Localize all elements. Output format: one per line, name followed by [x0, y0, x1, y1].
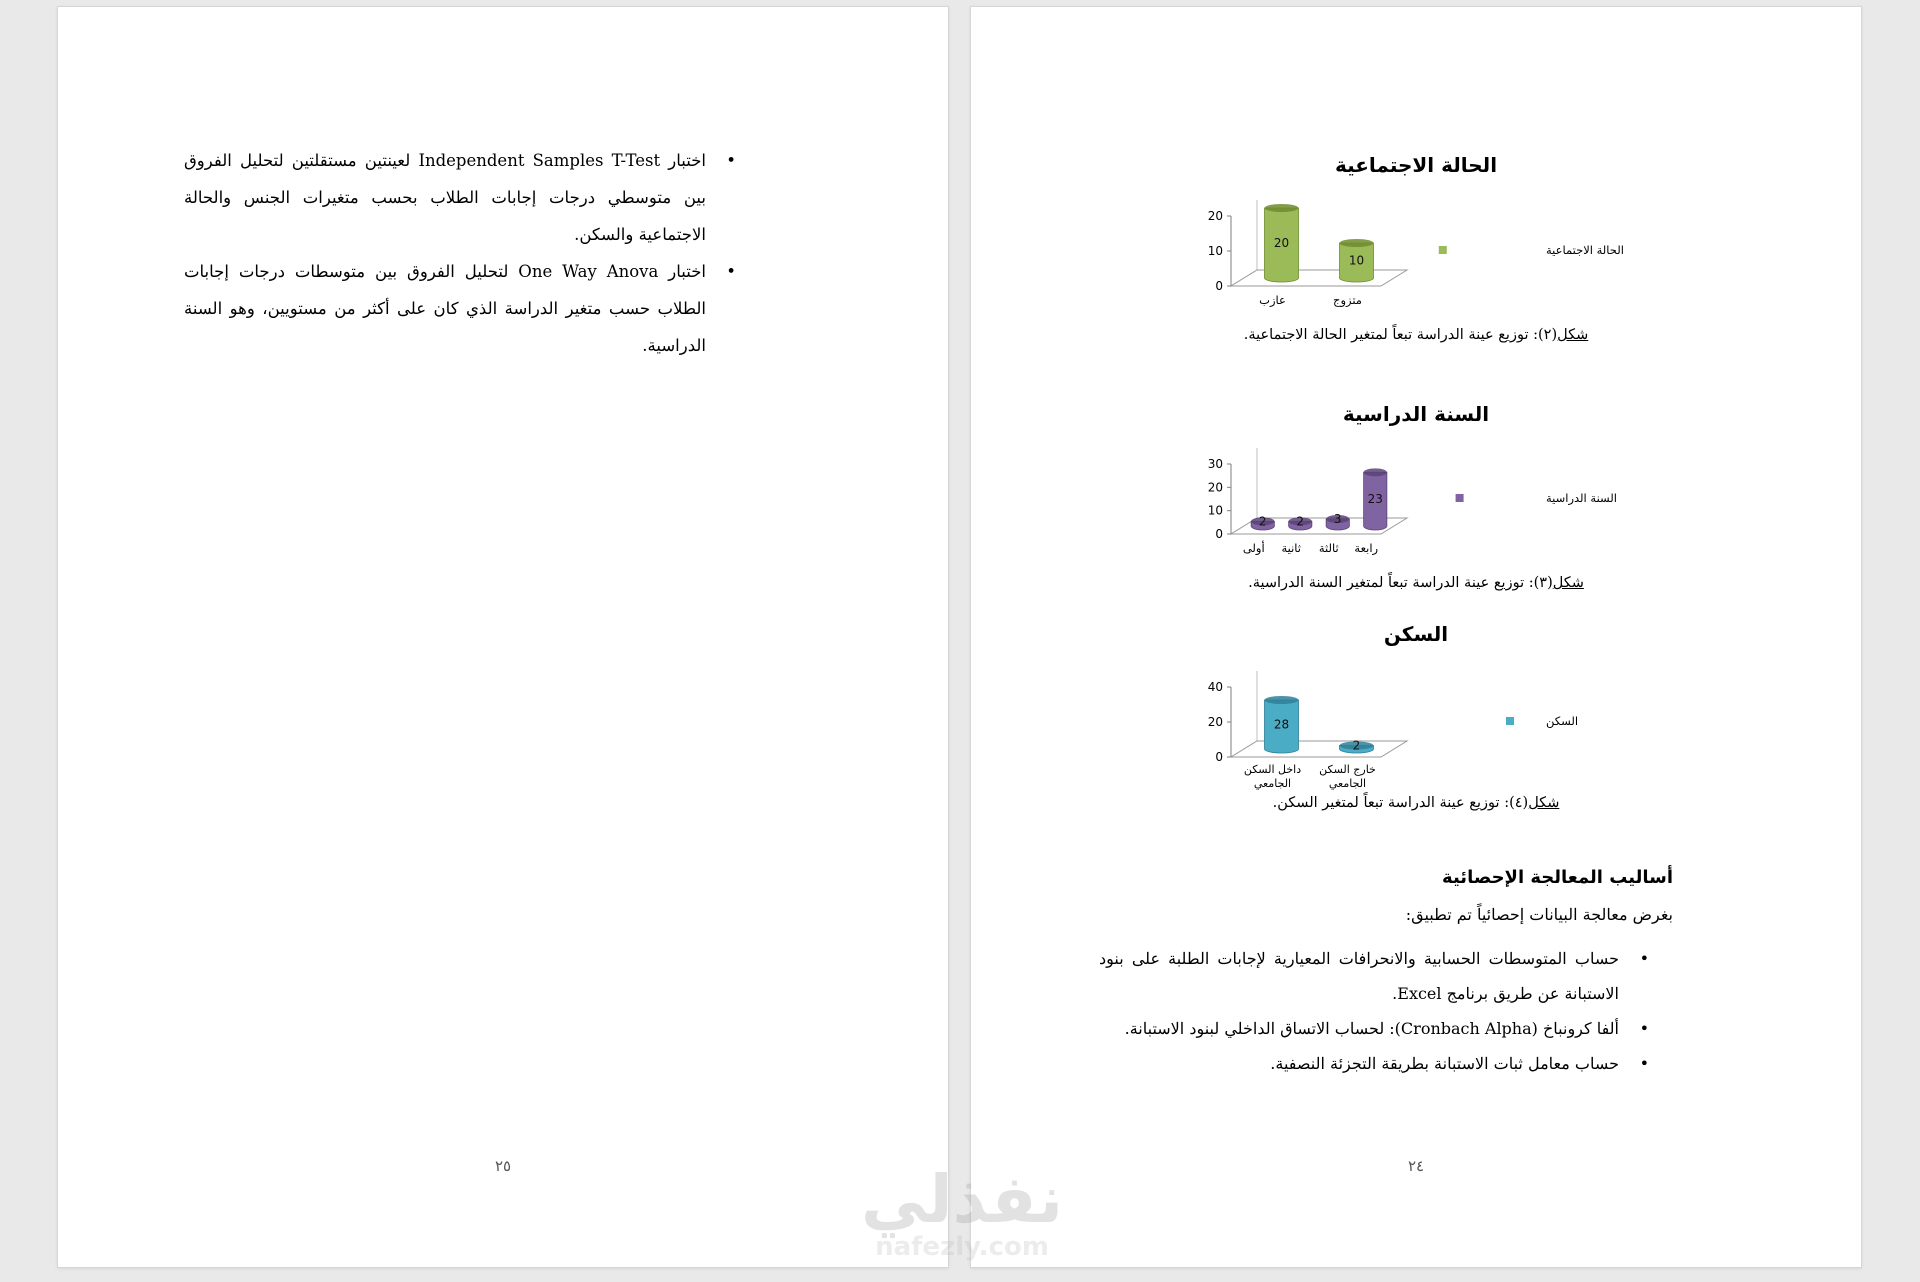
y-tick-label: 20 — [1207, 480, 1223, 495]
chart-study-year — [1191, 450, 1618, 575]
y-tick-label: 10 — [1207, 244, 1223, 258]
data-label: 20 — [1273, 236, 1290, 250]
list-item-text: ألفا كرونباخ (Cronbach Alpha): لحساب الاتساق الداخلي لبنود الاستبانة. — [1124, 1019, 1619, 1038]
y-tick-label: 10 — [1207, 503, 1223, 518]
bullet-icon: • — [726, 151, 736, 170]
y-tick-label: 20 — [1207, 715, 1223, 729]
bar-top — [1265, 204, 1299, 212]
caption-text: (٣): توزيع عينة الدراسة تبعاً لمتغير السنة الدراسية. — [1248, 575, 1553, 591]
chart-caption-marital-status — [971, 327, 1861, 343]
x-tick-label: أولى — [1242, 541, 1265, 555]
data-label: 2 — [1296, 514, 1305, 529]
bullet-icon: • — [1639, 1019, 1649, 1038]
chart-title-housing: السكن — [1383, 622, 1449, 646]
legend-label: السنة الدراسية — [1546, 491, 1618, 505]
y-tick-label: 20 — [1207, 209, 1223, 223]
chart-caption-study-year — [971, 575, 1861, 591]
chart-title-marital-status: الحالة الاجتماعية — [1334, 153, 1498, 177]
list-item — [184, 142, 736, 253]
bullet-icon: • — [726, 262, 736, 281]
caption-prefix: شكل — [1552, 575, 1584, 591]
x-tick-label: رابعة — [1354, 541, 1379, 555]
statistical-methods-list — [1099, 941, 1649, 1081]
chart-title-study-year: السنة الدراسية — [1342, 402, 1490, 426]
data-label: 3 — [1333, 512, 1342, 526]
legend-swatch — [1456, 494, 1464, 502]
list-item-text: حساب معامل ثبات الاستبانة بطريقة التجزئة النصفية. — [1270, 1054, 1619, 1073]
document-page-right — [971, 7, 1861, 1267]
chart-floor — [1231, 738, 1407, 757]
watermark — [852, 1160, 1072, 1280]
page-number: ٢٥ — [494, 1157, 512, 1175]
legend-swatch — [1439, 246, 1447, 254]
x-tick-label: عازب — [1259, 293, 1286, 307]
list-item — [184, 253, 736, 364]
watermark-logo: نفذلي — [861, 1161, 1063, 1238]
section-intro: بغرض معالجة البيانات إحصائياً تم تطبيق: — [1405, 905, 1673, 924]
watermark-site: nafezly.com — [875, 1232, 1049, 1262]
list-item-text-pre: اختبار — [660, 151, 707, 170]
bar-top — [1340, 239, 1374, 247]
list-item-text-pre: اختبار — [658, 262, 706, 281]
test-methods-list — [184, 142, 736, 364]
bar-top — [1364, 468, 1387, 476]
bullet-icon: • — [1639, 949, 1649, 968]
data-label: 28 — [1273, 717, 1290, 732]
chart-marital-status — [1191, 202, 1624, 327]
x-tick-label: الجامعي — [1328, 777, 1367, 790]
x-tick-label: ثانية — [1281, 541, 1302, 555]
list-item-text: حساب المتوسطات الحسابية والانحرافات المعيارية لإجابات الطلبة على بنود الاستبانة عن طريق برنامج Excel. — [1099, 949, 1619, 1003]
page-number: ٢٤ — [1407, 1157, 1425, 1175]
legend-swatch — [1506, 717, 1514, 725]
list-item-text-post: لعينتين مستقلتين لتحليل الفروق بين متوسطي درجات إجابات الطلاب بحسب متغيرات الجنس والحالة الاجتماعية والسكن. — [184, 151, 706, 244]
list-item — [1099, 1046, 1649, 1081]
document-page-left — [58, 7, 948, 1267]
caption-text: (٢): توزيع عينة الدراسة تبعاً لمتغير الحالة الاجتماعية. — [1243, 327, 1558, 343]
caption-prefix: شكل — [1528, 795, 1560, 811]
data-label: 23 — [1367, 492, 1383, 507]
x-tick-label: الجامعي — [1253, 777, 1292, 790]
section-heading: أساليب المعالجة الإحصائية — [1442, 867, 1673, 888]
x-tick-label: متزوج — [1333, 293, 1362, 307]
data-label: 10 — [1348, 253, 1365, 268]
list-item-text-english: One Way Anova — [518, 262, 659, 281]
list-item — [1099, 941, 1649, 1011]
caption-prefix: شكل — [1557, 327, 1589, 343]
bar-top — [1265, 696, 1299, 704]
y-tick-label: 0 — [1215, 279, 1223, 293]
y-tick-label: 0 — [1215, 527, 1223, 541]
x-tick-label: خارج السكن — [1319, 763, 1376, 776]
legend-label: السكن — [1546, 714, 1579, 728]
list-item-text-post: لتحليل الفروق بين متوسطات درجات إجابات الطلاب حسب متغير الدراسة الذي كان على أكثر من مستويين، وهو السنة الدراسية. — [184, 262, 706, 355]
bullet-icon: • — [1639, 1054, 1649, 1073]
data-label: 2 — [1258, 514, 1267, 529]
y-tick-label: 40 — [1207, 680, 1223, 694]
chart-housing — [1191, 673, 1579, 798]
legend-label: الحالة الاجتماعية — [1546, 243, 1624, 257]
chart-floor — [1231, 270, 1407, 286]
list-item-text-english: Independent Samples T-Test — [418, 151, 661, 170]
chart-caption-housing — [971, 795, 1861, 811]
y-tick-label: 0 — [1215, 750, 1223, 764]
y-tick-label: 30 — [1207, 457, 1223, 471]
x-tick-label: داخل السكن — [1243, 763, 1302, 776]
caption-text: (٤): توزيع عينة الدراسة تبعاً لمتغير السكن. — [1272, 795, 1529, 811]
list-item — [1099, 1011, 1649, 1046]
data-label: 2 — [1352, 738, 1361, 753]
x-tick-label: ثالثة — [1318, 541, 1339, 555]
